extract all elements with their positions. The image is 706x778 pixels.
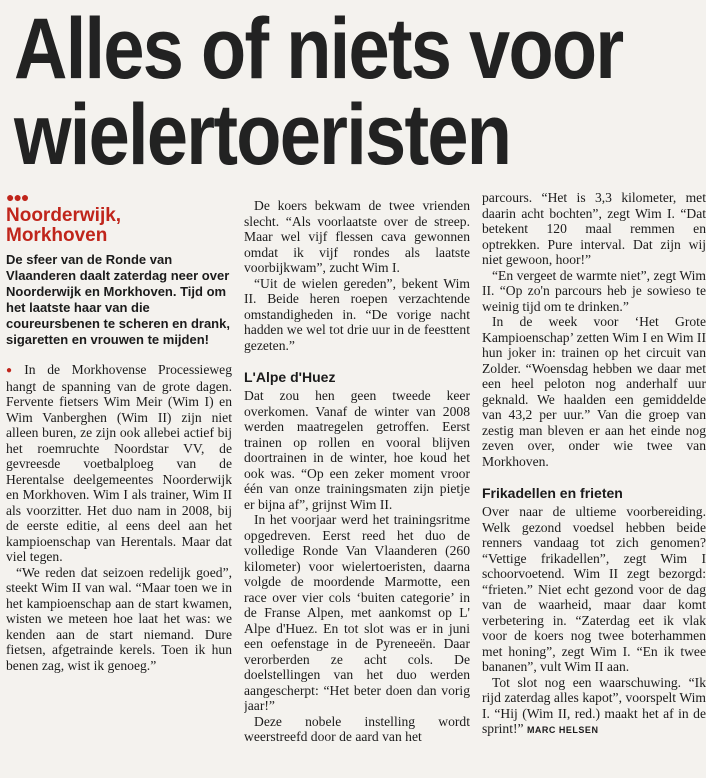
paragraph-text: Tot slot nog een waarschuwing. “Ik rijd zaterdag alles kapot”, voorspelt Wim I. “Hij (Wim II, red.) maakt het af in de sprint!” <box>482 674 706 736</box>
body-paragraph: Over naar de ultieme voorbereiding. Welk gezond voedsel hebben beide renners vandaag tot zich genomen? “Vettige frikadellen”, zegt Wim I schoorvoetend. Wim II zegt bezorgd: “frieten.” Niet echt gezond voor de dag van de waarheid, maar daar komt verbetering in. “Zaterdag eet ik vlak voor de koers nog twee boterhammen met honing”, zegt Wim I. “En ik twee bananen”, vult Wim II aan. <box>482 504 706 674</box>
body-paragraph: “Uit de wielen gereden”, bekent Wim II. Beide heren roepen verzachtende omstandigheden in. “De vorige nacht hadden we wel tot drie uur in de feesttent gezeten.” <box>244 275 470 353</box>
body-paragraph <box>6 362 232 565</box>
column-1 <box>6 192 232 778</box>
body-paragraph: Dat zou hen geen tweede keer overkomen. Vanaf de winter van 2008 werden maatregelen getroffen. Eerst trainen op rollen en vooral blijven doortrainen in de winter, hoe koud het ook was. “Op een zeker moment vroor één van onze trainingsmaten zijn pietje er bijna af”, grijnst Wim II. <box>244 388 470 512</box>
kicker-line-1: Noorderwijk, <box>6 205 122 226</box>
article-intro: De sfeer van de Ronde van Vlaanderen daalt zaterdag neer over Noorderwijk en Morkhoven. Tijd om het laatste haar van die coureursbenen te scheren en drank, sigaretten en vrouwen te mijden! <box>6 252 230 347</box>
paragraph-text: In de Morkhovense Processieweg hangt de spanning van de grote dagen. Fervente fietsers Wim Meir (Wim I) en Wim Vanberghen (Wim II) zijn niet alleen buren, ze zijn ook allebei actief bij het roemruchte Noordstar VV, de gevreesde voetbalploeg van de Herentalse deelgemeentes Noorderwijk en Morkhoven. Wim I als trainer, Wim II als voorzitter. Het duo nam in 2008, bij de eerste editie, al eens deel aan het kampioenschap van Herentals. Maar dat viel tegen. <box>6 362 232 564</box>
body-paragraph: “En vergeet de warmte niet”, zegt Wim II. “Op zo'n parcours heb je sowieso te weinig tijd om te drinken.” <box>482 267 706 314</box>
body-paragraph: In het voorjaar werd het trainingsritme opgedreven. Eerst reed het duo de volledige Ronde Van Vlaanderen (260 kilometer) voor wielertoeristen, daarna volgde de moordende Marmotte, een race over vier cols ‘buiten categorie’ in de Franse Alpen, met aankomst op L' Alpe d'Huez. En tot slot was er in juni een oefenstage in de Pyreneeën. Daar verorberden ze acht cols. De doelstellingen van het duo werden aangescherpt: “Het beter doen dan vorig jaar!” <box>244 512 470 713</box>
column-2 <box>244 198 470 778</box>
column-3 <box>482 190 706 778</box>
kicker-line-2: Morkhoven <box>6 225 108 246</box>
location-kicker <box>6 206 232 246</box>
kicker-dots: ●●● <box>6 192 29 206</box>
subheading: Frikadellen en frieten <box>482 485 623 501</box>
body-paragraph: parcours. “Het is 3,3 kilometer, met daarin acht bochten”, zegt Wim I. “Dat betekent 120 maal remmen en optrekken. Pure interval. Dat zijn wij niet gewoon, hoor!” <box>482 190 706 267</box>
author-byline: MARC HELSEN <box>526 725 599 735</box>
body-paragraph: De koers bekwam de twee vrienden slecht. “Als voorlaatste over de streep. Maar wel vijf flessen cava gewonnen omdat ik vijf rondes als laatste voorbijkwam”, zucht Wim I. <box>244 198 470 275</box>
bullet-icon: ● <box>6 365 21 376</box>
article-headline <box>14 1 623 183</box>
subheading: L'Alpe d'Huez <box>244 369 336 385</box>
body-paragraph: In de week voor ‘Het Grote Kampioenschap’ zetten Wim I en Wim II hun joker in: trainen op het circuit van Zolder. “Woensdag hebben we daar met een heel peloton nog anderhalf uur geknald. We haalden een gemiddelde van 43,2 per uur.” Van die groep van zestig man bleven er aan het einde nog zeven over, onder wie twee van Morkhoven. <box>482 314 706 469</box>
headline-line-2: wielertoeristen <box>14 87 511 183</box>
body-paragraph: Deze nobele instelling wordt weerstreefd door de aard van het <box>244 713 470 744</box>
body-paragraph: “We reden dat seizoen redelijk goed”, steekt Wim II van wal. “Maar toen we in het kampioenschap aan de start kwamen, wisten we meteen hoe laat het was: we kenden aan de start niemand. Dure fietsen, afgetrainde kerels. Toen ik hun benen zag, wist ik genoeg.” <box>6 564 232 673</box>
headline-line-1: Alles of niets voor <box>14 1 623 97</box>
body-paragraph <box>482 675 706 739</box>
article-columns <box>6 190 706 778</box>
